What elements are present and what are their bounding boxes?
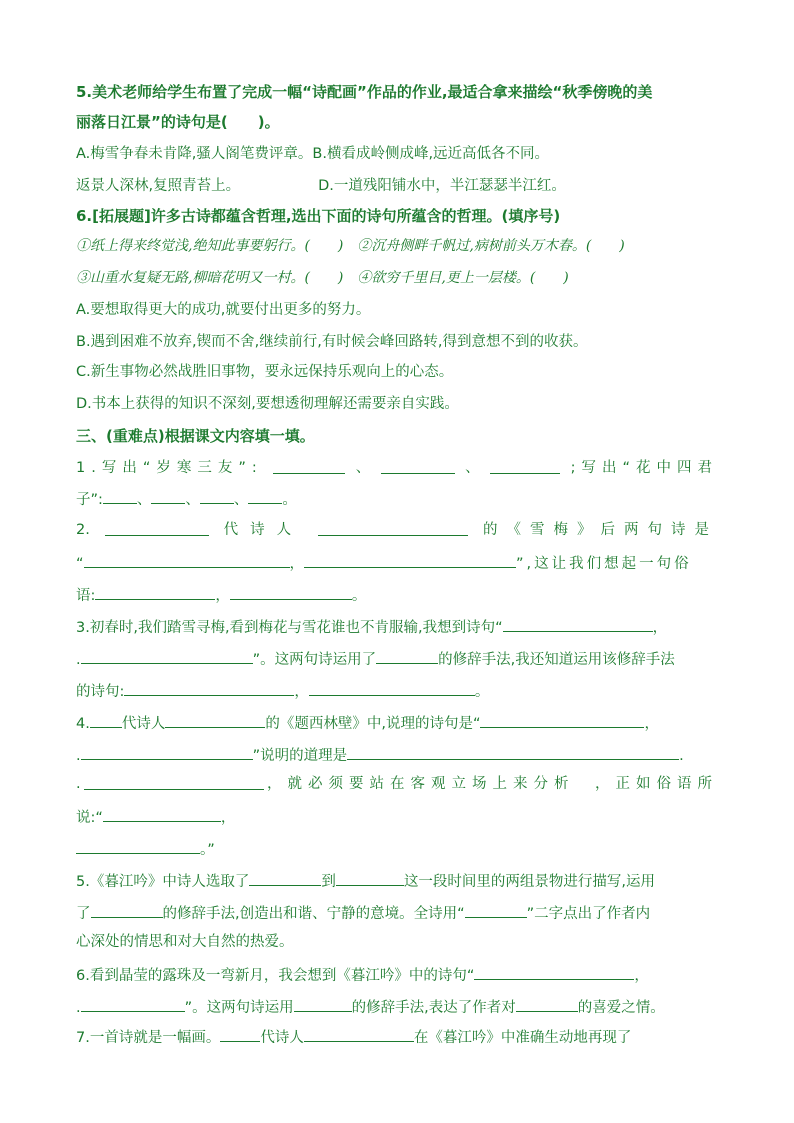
q6-option-c: C.新生事物必然战胜旧事物，要永远保持乐观向上的心态。 xyxy=(76,364,454,380)
suihan-blank-3[interactable] xyxy=(490,458,560,474)
proverb-blank-1[interactable] xyxy=(95,584,215,600)
lujing-rhetoric-blank[interactable] xyxy=(294,996,352,1012)
xuemei-poet-blank[interactable] xyxy=(318,520,468,536)
lujing-line-blank-1[interactable] xyxy=(474,964,634,980)
q5-option-b: B.横看成岭侧成峰,远近高低各不同。 xyxy=(312,146,550,162)
xilin-poet-blank[interactable] xyxy=(165,712,265,728)
principle-blank-2[interactable] xyxy=(84,774,264,790)
item1-line2: 子”: 、 、 、 。 xyxy=(76,488,297,510)
lujing-line-blank-2[interactable] xyxy=(81,996,185,1012)
meixue-line-blank-2[interactable] xyxy=(81,648,253,664)
q5-option-a: A.梅雪争春未肯降,骚人阁笔费评章。 xyxy=(76,146,313,162)
q6-poem-2: ②沉舟侧畔千帆过,病树前头万木春。( ) xyxy=(357,238,625,254)
huazhong-blank-3[interactable] xyxy=(200,488,234,504)
item7-poet-blank[interactable] xyxy=(304,1026,414,1042)
q6-poem-4: ④欲穷千里目,更上一层楼。( ) xyxy=(357,270,569,286)
item5-line1: 5.《暮江吟》中诗人选取了 到 这一段时间里的两组景物进行描写,运用 xyxy=(76,870,655,892)
item1-line1: 1.写出“岁寒三友”: 、 、 ;写出“花中四君 xyxy=(76,460,718,476)
q6-option-b: B.遇到困难不放弃,锲而不舍,继续前行,有时候会峰回路转,得到意想不到的收获。 xyxy=(76,334,588,350)
mujiang-time-blank-2[interactable] xyxy=(336,870,404,886)
rhetoric-example-blank-2[interactable] xyxy=(309,680,475,696)
huazhong-blank-2[interactable] xyxy=(151,488,185,504)
mujiang-keyword-blank[interactable] xyxy=(465,902,527,918)
proverb-blank-2[interactable] xyxy=(230,584,352,600)
item6-line1: 6.看到晶莹的露珠及一弯新月，我会想到《暮江吟》中的诗句“ ， xyxy=(76,964,649,986)
q6-poem-1: ①纸上得来终觉浅,绝知此事要躬行。( ) xyxy=(76,238,344,254)
mujiang-rhetoric-blank[interactable] xyxy=(91,902,163,918)
q6-poem-3: ③山重水复疑无路,柳暗花明又一村。( ) xyxy=(76,270,344,286)
xilin-line-blank-2[interactable] xyxy=(81,744,253,760)
item5-line2: 了 的修辞手法,创造出和谐、宁静的意境。全诗用“ ”二字点出了作者内 xyxy=(76,902,650,924)
q6-poems-row1 xyxy=(76,236,625,256)
item6-line2: . ”。这两句诗运用 的修辞手法,表达了作者对 的喜爱之情。 xyxy=(76,996,665,1018)
item2-line1: 2. 代诗人 的《雪梅》后两句诗是 xyxy=(76,522,718,538)
principle-blank-1[interactable] xyxy=(347,744,679,760)
huazhong-blank-1[interactable] xyxy=(103,488,137,504)
item3-line3: 的诗句: ， 。 xyxy=(76,680,489,702)
q5-options-ab xyxy=(76,144,549,164)
xuemei-line-blank-2[interactable] xyxy=(304,552,516,568)
q5-options-cd xyxy=(76,176,566,196)
q6-option-a: A.要想取得更大的成功,就要付出更多的努力。 xyxy=(76,302,371,318)
meixue-line-blank-1[interactable] xyxy=(503,616,653,632)
q6-title: 6.[拓展题]许多古诗都蕴含哲理,选出下面的诗句所蕴含的哲理。(填序号) xyxy=(76,207,561,225)
q5-option-c: 返景人深林,复照青苔上。 xyxy=(76,178,241,194)
item7-dynasty-blank[interactable] xyxy=(220,1026,260,1042)
item2-line2: “ ， ”,这让我们想起一句俗 xyxy=(76,552,692,574)
item3-line1: 3.初春时,我们踏雪寻梅,看到梅花与雪花谁也不肯服输,我想到诗句“ ， xyxy=(76,616,667,638)
section3-title: 三、(重难点)根据课文内容填一填。 xyxy=(76,427,315,445)
suihan-blank-1[interactable] xyxy=(273,458,345,474)
mujiang-time-blank-1[interactable] xyxy=(249,870,321,886)
saying-blank-1[interactable] xyxy=(103,806,221,822)
rhetoric-example-blank-1[interactable] xyxy=(124,680,294,696)
rhetoric-blank[interactable] xyxy=(376,648,438,664)
q5-option-d: D.一道残阳铺水中，半江瑟瑟半江红。 xyxy=(318,178,566,194)
item7-line1: 7.一首诗就是一幅画。 代诗人 在《暮江吟》中准确生动地再现了 xyxy=(76,1026,631,1048)
xuemei-dynasty-blank[interactable] xyxy=(105,520,209,536)
lujing-object-blank[interactable] xyxy=(516,996,578,1012)
item3-line2: . ”。这两句诗运用了 的修辞手法,我还知道运用该修辞手法 xyxy=(76,648,675,670)
q5-line1: 5.美术老师给学生布置了完成一幅“诗配画”作品的作业,最适合拿来描绘“秋季傍晚的美 xyxy=(76,83,653,101)
q6-option-d: D.书本上获得的知识不深刻,要想透彻理解还需要亲自实践。 xyxy=(76,396,459,412)
item4-line3: . ，就必须要站在客观立场上来分析 ，正如俗语所 xyxy=(76,776,718,792)
xuemei-line-blank-1[interactable] xyxy=(84,552,290,568)
saying-blank-2[interactable] xyxy=(76,838,200,854)
suihan-blank-2[interactable] xyxy=(381,458,455,474)
huazhong-blank-4[interactable] xyxy=(248,488,282,504)
q5-line2: 丽落日江景”的诗句是( )。 xyxy=(76,113,280,131)
xilin-line-blank-1[interactable] xyxy=(480,712,644,728)
item4-line1: 4. 代诗人 的《题西林壁》中,说理的诗句是“ ， xyxy=(76,712,659,734)
item4-line4: 说:“ ， xyxy=(76,806,235,828)
xilin-dynasty-blank[interactable] xyxy=(90,712,122,728)
item2-line3: 语: ， 。 xyxy=(76,584,366,606)
item4-line5: 。” xyxy=(76,838,215,860)
q6-poems-row2 xyxy=(76,268,569,288)
item5-line3: 心深处的情思和对大自然的热爱。 xyxy=(76,934,294,950)
item4-line2: . ”说明的道理是 . xyxy=(76,744,684,766)
